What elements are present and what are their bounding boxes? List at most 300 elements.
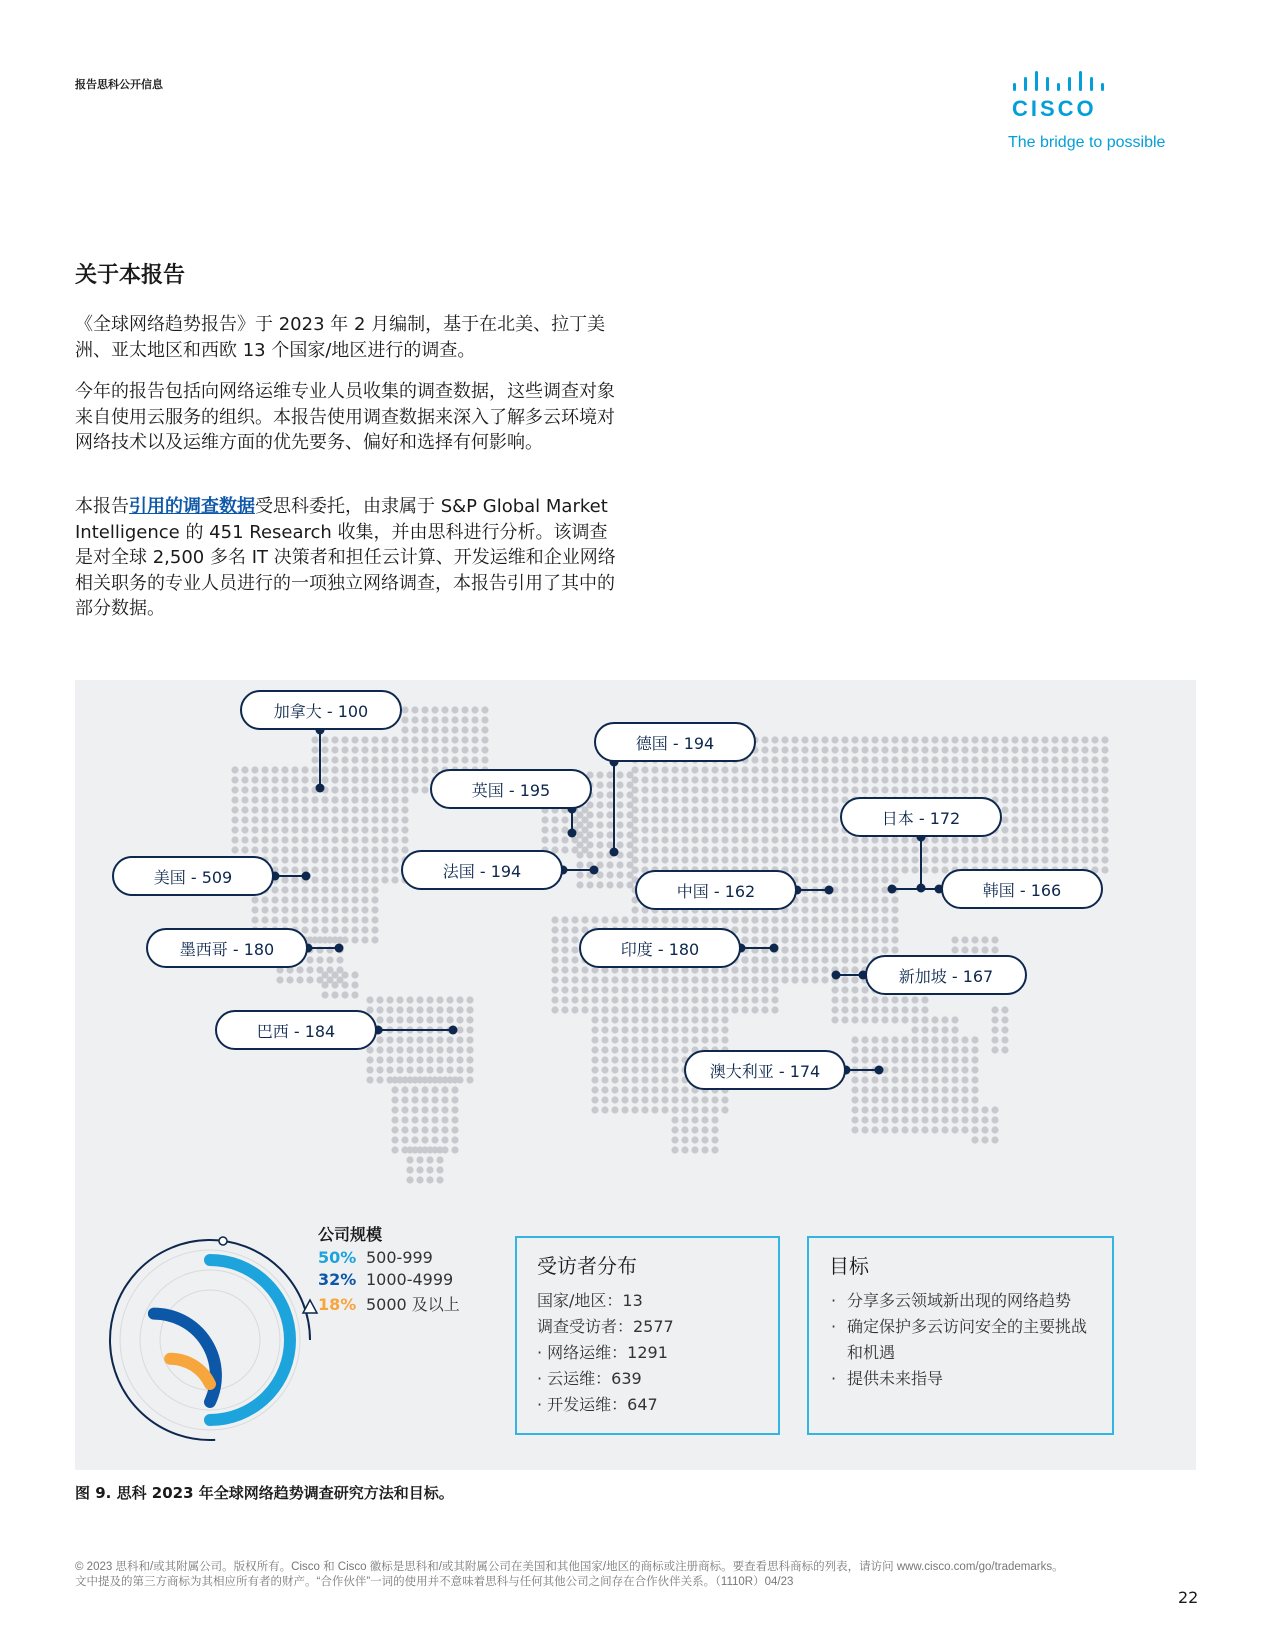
map-dot (1011, 776, 1018, 783)
map-dot (321, 806, 328, 813)
map-dot (691, 836, 698, 843)
country-label: 日本 - 172 (840, 797, 1002, 837)
map-dot (1001, 1036, 1008, 1043)
map-dot (681, 806, 688, 813)
map-dot (601, 996, 608, 1003)
map-dot (891, 786, 898, 793)
map-dot (811, 776, 818, 783)
map-dot (821, 756, 828, 763)
map-dot (771, 816, 778, 823)
map-dot (971, 936, 978, 943)
map-dot (571, 976, 578, 983)
map-dot (401, 826, 408, 833)
map-dot (1101, 856, 1108, 863)
map-dot (311, 866, 318, 873)
map-dot (1031, 856, 1038, 863)
map-dot (701, 1146, 708, 1153)
map-dot (711, 766, 718, 773)
map-dot (321, 856, 328, 863)
map-dot (851, 766, 858, 773)
map-dot (321, 846, 328, 853)
map-dot (671, 1086, 678, 1093)
map-dot (691, 816, 698, 823)
map-dot (431, 746, 438, 753)
map-dot (911, 1066, 918, 1073)
map-dot (341, 736, 348, 743)
connector-dot (875, 1066, 884, 1075)
map-dot (861, 1096, 868, 1103)
map-dot (721, 1026, 728, 1033)
map-dot (381, 866, 388, 873)
map-dot (941, 1106, 948, 1113)
map-dot (1021, 836, 1028, 843)
map-dot (791, 806, 798, 813)
map-dot (466, 1016, 473, 1023)
map-dot (391, 776, 398, 783)
map-dot (751, 796, 758, 803)
map-dot (831, 956, 838, 963)
map-dot (881, 1046, 888, 1053)
map-dot (581, 996, 588, 1003)
map-dot (651, 846, 658, 853)
map-dot (881, 1056, 888, 1063)
map-dot (771, 776, 778, 783)
map-dot (251, 776, 258, 783)
arc-5000-plus (170, 1359, 210, 1384)
map-dot (831, 736, 838, 743)
map-dot (631, 776, 638, 783)
map-dot (601, 1006, 608, 1013)
map-dot (231, 826, 238, 833)
map-dot (821, 806, 828, 813)
map-dot (571, 986, 578, 993)
map-dot (731, 816, 738, 823)
map-dot (601, 976, 608, 983)
map-dot (561, 826, 568, 833)
map-dot (341, 876, 348, 883)
map-dot (461, 706, 468, 713)
map-dot (621, 1106, 628, 1113)
map-dot (861, 956, 868, 963)
map-dot (241, 836, 248, 843)
survey-data-link[interactable]: 引用的调查数据 (129, 496, 255, 517)
map-dot (731, 786, 738, 793)
map-dot (451, 706, 458, 713)
map-dot (941, 1036, 948, 1043)
map-dot (671, 796, 678, 803)
paragraph-1: 《全球网络趋势报告》于 2023 年 2 月编制，基于在北美、拉丁美洲、亚太地区和西欧 13 个国家/地区进行的调查。 (75, 314, 606, 361)
map-dot (611, 986, 618, 993)
map-dot (431, 726, 438, 733)
map-dot (311, 796, 318, 803)
map-dot (606, 771, 613, 778)
map-dot (851, 886, 858, 893)
map-dot (351, 971, 358, 978)
map-dot (651, 1026, 658, 1033)
map-dot (651, 986, 658, 993)
map-dot (1101, 776, 1108, 783)
map-dot (606, 821, 613, 828)
map-dot (406, 1006, 413, 1013)
map-dot (431, 706, 438, 713)
map-dot (416, 996, 423, 1003)
connector-dot (888, 885, 897, 894)
map-dot (691, 986, 698, 993)
map-dot (1001, 806, 1008, 813)
size-range: 1000-4999 (366, 1270, 454, 1289)
map-dot (871, 926, 878, 933)
map-dot (781, 766, 788, 773)
map-dot (801, 936, 808, 943)
map-dot (791, 746, 798, 753)
connector-dot (568, 829, 577, 838)
map-dot (961, 1036, 968, 1043)
figure-caption: 图 9. 思科 2023 年全球网络趋势调查研究方法和目标。 (75, 1484, 454, 1502)
map-dot (611, 1016, 618, 1023)
map-dot (971, 1096, 978, 1103)
map-dot (581, 806, 588, 813)
map-dot (446, 1056, 453, 1063)
map-dot (391, 1116, 398, 1123)
map-dot (341, 991, 348, 998)
map-dot (941, 1016, 948, 1023)
map-dot (751, 806, 758, 813)
map-dot (391, 846, 398, 853)
map-dot (681, 846, 688, 853)
map-dot (311, 806, 318, 813)
country-label: 印度 - 180 (579, 928, 741, 968)
map-dot (621, 1036, 628, 1043)
map-dot (361, 866, 368, 873)
map-dot (351, 926, 358, 933)
map-dot (301, 886, 308, 893)
map-dot (961, 1056, 968, 1063)
map-dot (951, 946, 958, 953)
map-dot (881, 1086, 888, 1093)
map-dot (616, 771, 623, 778)
map-dot (371, 916, 378, 923)
map-dot (661, 1086, 668, 1093)
map-dot (1061, 816, 1068, 823)
map-dot (801, 956, 808, 963)
map-dot (851, 1096, 858, 1103)
map-dot (351, 916, 358, 923)
map-dot (381, 826, 388, 833)
map-dot (691, 1096, 698, 1103)
map-dot (811, 846, 818, 853)
map-dot (851, 856, 858, 863)
map-dot (411, 1076, 418, 1083)
map-dot (481, 736, 488, 743)
map-dot (921, 766, 928, 773)
map-dot (851, 986, 858, 993)
map-dot (1041, 786, 1048, 793)
map-dot (466, 1036, 473, 1043)
map-dot (396, 1036, 403, 1043)
map-dot (441, 726, 448, 733)
map-dot (761, 966, 768, 973)
map-dot (761, 836, 768, 843)
country-label: 英国 - 195 (430, 769, 592, 809)
map-dot (426, 1176, 433, 1183)
map-dot (901, 846, 908, 853)
map-dot (711, 786, 718, 793)
map-dot (1041, 816, 1048, 823)
map-dot (291, 826, 298, 833)
map-dot (571, 1006, 578, 1013)
map-dot (881, 886, 888, 893)
map-dot (911, 776, 918, 783)
map-dot (1031, 806, 1038, 813)
map-dot (406, 1046, 413, 1053)
map-dot (901, 786, 908, 793)
map-dot (821, 796, 828, 803)
map-dot (981, 736, 988, 743)
map-dot (311, 836, 318, 843)
map-dot (661, 986, 668, 993)
map-dot (316, 956, 323, 963)
map-dot (891, 1036, 898, 1043)
map-dot (341, 926, 348, 933)
map-dot (481, 726, 488, 733)
map-dot (891, 776, 898, 783)
map-dot (651, 786, 658, 793)
map-dot (561, 836, 568, 843)
map-dot (841, 946, 848, 953)
map-dot (791, 916, 798, 923)
map-dot (671, 996, 678, 1003)
map-dot (821, 896, 828, 903)
map-dot (1051, 816, 1058, 823)
map-dot (951, 1066, 958, 1073)
map-dot (891, 1046, 898, 1053)
map-dot (281, 846, 288, 853)
map-dot (941, 1116, 948, 1123)
map-dot (681, 1086, 688, 1093)
map-dot (891, 1066, 898, 1073)
map-dot (401, 1116, 408, 1123)
map-dot (281, 906, 288, 913)
map-dot (1001, 746, 1008, 753)
map-dot (661, 846, 668, 853)
map-dot (616, 811, 623, 818)
map-dot (301, 776, 308, 783)
map-dot (961, 846, 968, 853)
map-dot (921, 1086, 928, 1093)
map-dot (301, 896, 308, 903)
map-dot (851, 1036, 858, 1043)
map-dot (731, 856, 738, 863)
map-dot (341, 776, 348, 783)
map-dot (551, 1006, 558, 1013)
map-dot (711, 1146, 718, 1153)
map-dot (371, 876, 378, 883)
map-dot (1031, 816, 1038, 823)
map-dot (951, 1056, 958, 1063)
map-dot (561, 816, 568, 823)
map-dot (741, 846, 748, 853)
map-dot (1031, 796, 1038, 803)
map-dot (951, 1116, 958, 1123)
map-dot (1091, 806, 1098, 813)
map-dot (681, 826, 688, 833)
map-dot (441, 1116, 448, 1123)
map-dot (871, 996, 878, 1003)
map-dot (461, 716, 468, 723)
map-dot (366, 1056, 373, 1063)
map-dot (386, 1016, 393, 1023)
map-dot (421, 1076, 428, 1083)
map-dot (951, 1086, 958, 1093)
map-dot (831, 796, 838, 803)
map-dot (911, 1056, 918, 1063)
map-dot (1001, 1016, 1008, 1023)
map-dot (606, 801, 613, 808)
map-dot (871, 1046, 878, 1053)
map-dot (831, 896, 838, 903)
map-dot (651, 776, 658, 783)
map-dot (446, 1016, 453, 1023)
map-dot (731, 806, 738, 813)
country-label: 韩国 - 166 (941, 869, 1103, 909)
map-dot (411, 756, 418, 763)
map-dot (411, 786, 418, 793)
map-dot (661, 836, 668, 843)
map-dot (1011, 846, 1018, 853)
map-dot (1081, 776, 1088, 783)
connector-dot (302, 872, 311, 881)
map-dot (881, 996, 888, 1003)
map-dot (466, 996, 473, 1003)
map-dot (1031, 736, 1038, 743)
map-dot (921, 1006, 928, 1013)
map-dot (301, 916, 308, 923)
map-dot (411, 716, 418, 723)
map-dot (271, 886, 278, 893)
map-dot (871, 746, 878, 753)
map-dot (231, 846, 238, 853)
section-title: 关于本报告 (75, 263, 186, 288)
map-dot (621, 996, 628, 1003)
map-dot (436, 996, 443, 1003)
map-dot (811, 836, 818, 843)
map-dot (431, 1106, 438, 1113)
connector-dot (825, 886, 834, 895)
map-dot (1011, 746, 1018, 753)
map-dot (941, 776, 948, 783)
map-dot (711, 1106, 718, 1113)
map-dot (251, 816, 258, 823)
map-dot (811, 826, 818, 833)
map-dot (641, 806, 648, 813)
map-dot (801, 856, 808, 863)
map-dot (616, 841, 623, 848)
map-dot (751, 986, 758, 993)
map-dot (596, 851, 603, 858)
map-dot (561, 986, 568, 993)
map-dot (1061, 786, 1068, 793)
map-dot (1071, 766, 1078, 773)
map-dot (601, 1036, 608, 1043)
connector-dot (832, 971, 841, 980)
map-dot (1001, 1046, 1008, 1053)
map-dot (951, 1036, 958, 1043)
map-dot (711, 826, 718, 833)
map-dot (571, 916, 578, 923)
map-dot (901, 776, 908, 783)
map-dot (881, 926, 888, 933)
map-dot (991, 856, 998, 863)
map-dot (851, 976, 858, 983)
map-dot (871, 916, 878, 923)
map-dot (631, 866, 638, 873)
map-dot (751, 776, 758, 783)
map-dot (366, 1066, 373, 1073)
map-dot (721, 916, 728, 923)
respondents-line: · 开发运维：647 (537, 1395, 658, 1414)
map-dot (661, 766, 668, 773)
map-dot (436, 1016, 443, 1023)
map-dot (351, 756, 358, 763)
map-dot (681, 766, 688, 773)
map-dot (581, 816, 588, 823)
map-dot (881, 866, 888, 873)
map-dot (751, 816, 758, 823)
map-dot (721, 1006, 728, 1013)
map-dot (751, 976, 758, 983)
map-dot (881, 1076, 888, 1083)
map-dot (1041, 766, 1048, 773)
map-dot (431, 756, 438, 763)
map-dot (416, 1166, 423, 1173)
map-dot (351, 906, 358, 913)
map-dot (681, 996, 688, 1003)
map-dot (961, 786, 968, 793)
map-dot (1001, 1026, 1008, 1033)
map-dot (691, 796, 698, 803)
map-dot (821, 736, 828, 743)
map-dot (401, 1096, 408, 1103)
map-dot (361, 776, 368, 783)
map-dot (301, 786, 308, 793)
map-dot (671, 1036, 678, 1043)
map-dot (861, 1116, 868, 1123)
map-dot (461, 746, 468, 753)
map-dot (701, 816, 708, 823)
map-dot (426, 1156, 433, 1163)
map-dot (261, 916, 268, 923)
map-dot (701, 846, 708, 853)
map-dot (871, 846, 878, 853)
map-dot (301, 826, 308, 833)
map-dot (391, 1126, 398, 1133)
map-dot (671, 1096, 678, 1103)
map-dot (641, 986, 648, 993)
map-dot (396, 1046, 403, 1053)
map-dot (541, 816, 548, 823)
map-dot (841, 1006, 848, 1013)
map-dot (891, 1126, 898, 1133)
map-dot (791, 766, 798, 773)
map-dot (911, 996, 918, 1003)
map-dot (371, 856, 378, 863)
map-dot (761, 796, 768, 803)
map-dot (1091, 816, 1098, 823)
map-dot (961, 1126, 968, 1133)
map-dot (261, 796, 268, 803)
map-dot (721, 1096, 728, 1103)
map-dot (841, 876, 848, 883)
